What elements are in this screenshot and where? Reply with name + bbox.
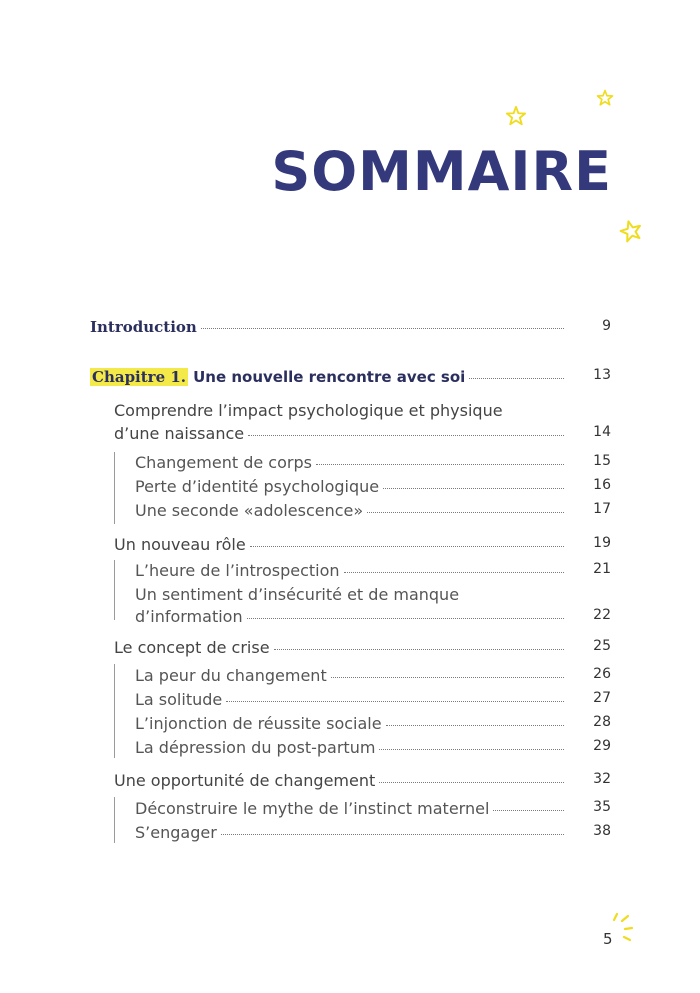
toc-subsection[interactable] xyxy=(135,738,611,757)
leader-dots xyxy=(493,810,564,811)
leader-dots xyxy=(274,649,564,650)
leader-dots xyxy=(379,782,564,783)
toc-label: Déconstruire le mythe de l’instinct maternel xyxy=(135,799,490,818)
toc-page: 14 xyxy=(593,424,611,440)
toc-label: S’engager xyxy=(135,823,217,842)
toc-subsection[interactable] xyxy=(135,714,611,733)
toc-label: d’une naissance xyxy=(114,424,245,443)
leader-dots xyxy=(226,701,564,702)
toc-label: L’heure de l’introspection xyxy=(135,561,340,580)
toc-label: Perte d’identité psychologique xyxy=(135,477,380,496)
toc-page: 35 xyxy=(593,799,611,815)
leader-dots xyxy=(383,488,564,489)
toc-section-line: Comprendre l’impact psychologique et physique xyxy=(114,401,503,420)
indent-rule xyxy=(114,560,115,620)
toc-subsection[interactable] xyxy=(135,561,611,580)
leader-dots xyxy=(250,546,564,547)
toc-page: 19 xyxy=(593,535,611,551)
leader-dots xyxy=(367,512,564,513)
toc-subsection[interactable] xyxy=(135,799,611,818)
chapter-number: Chapitre 1. xyxy=(92,368,187,386)
toc-page: 22 xyxy=(593,607,611,623)
toc-page: 13 xyxy=(593,367,611,383)
toc-section-1[interactable] xyxy=(114,424,611,443)
toc-page: 25 xyxy=(593,638,611,654)
leader-dots xyxy=(344,572,564,573)
toc-subsection[interactable] xyxy=(135,823,611,842)
leader-dots xyxy=(331,677,564,678)
toc-page: 32 xyxy=(593,771,611,787)
toc-subsection[interactable] xyxy=(135,477,611,496)
toc-label: Introduction xyxy=(90,318,197,336)
leader-dots xyxy=(469,378,564,379)
toc-subsection[interactable] xyxy=(135,501,611,520)
indent-rule xyxy=(114,664,115,758)
toc-label: Une opportunité de changement xyxy=(114,771,376,790)
leader-dots xyxy=(221,834,564,835)
toc-page: 17 xyxy=(593,501,611,517)
toc-subsection[interactable] xyxy=(135,453,611,472)
chapter-title: Une nouvelle rencontre avec soi xyxy=(193,368,466,386)
toc-subsection[interactable] xyxy=(135,690,611,709)
page-title: SOMMAIRE xyxy=(271,140,612,203)
toc-page: 16 xyxy=(593,477,611,493)
leader-dots xyxy=(386,725,564,726)
star-icon xyxy=(596,89,614,107)
toc-page: 15 xyxy=(593,453,611,469)
toc-label: L’injonction de réussite sociale xyxy=(135,714,382,733)
star-icon xyxy=(619,219,643,243)
toc-label: Une seconde «adolescence» xyxy=(135,501,364,520)
toc-label: La solitude xyxy=(135,690,223,709)
leader-dots xyxy=(316,464,564,465)
toc-page: 29 xyxy=(593,738,611,754)
toc-section-3[interactable] xyxy=(114,638,611,657)
toc-page: 9 xyxy=(602,318,611,334)
leader-dots xyxy=(248,435,564,436)
toc-page: 27 xyxy=(593,690,611,706)
page-number: 5 xyxy=(603,930,613,948)
toc-page: 38 xyxy=(593,823,611,839)
toc-page: 26 xyxy=(593,666,611,682)
toc-introduction[interactable] xyxy=(90,318,611,336)
toc-label: d’information xyxy=(135,607,243,626)
toc-label: La dépression du post-partum xyxy=(135,738,376,757)
star-icon xyxy=(505,105,527,127)
toc-chapter-1[interactable] xyxy=(90,367,611,386)
toc-label xyxy=(90,367,465,386)
toc-subsection-line: Un sentiment d’insécurité et de manque xyxy=(135,585,460,604)
toc-label: La peur du changement xyxy=(135,666,327,685)
leader-dots xyxy=(247,618,564,619)
toc-page: 21 xyxy=(593,561,611,577)
toc-section-2[interactable] xyxy=(114,535,611,554)
leader-dots xyxy=(379,749,564,750)
indent-rule xyxy=(114,797,115,843)
toc-label: Changement de corps xyxy=(135,453,312,472)
toc-label: Le concept de crise xyxy=(114,638,270,657)
toc-page: 28 xyxy=(593,714,611,730)
toc-subsection[interactable] xyxy=(135,666,611,685)
toc-subsection[interactable] xyxy=(135,607,611,626)
leader-dots xyxy=(201,328,564,329)
indent-rule xyxy=(114,452,115,524)
toc-label: Un nouveau rôle xyxy=(114,535,246,554)
toc-section-4[interactable] xyxy=(114,771,611,790)
